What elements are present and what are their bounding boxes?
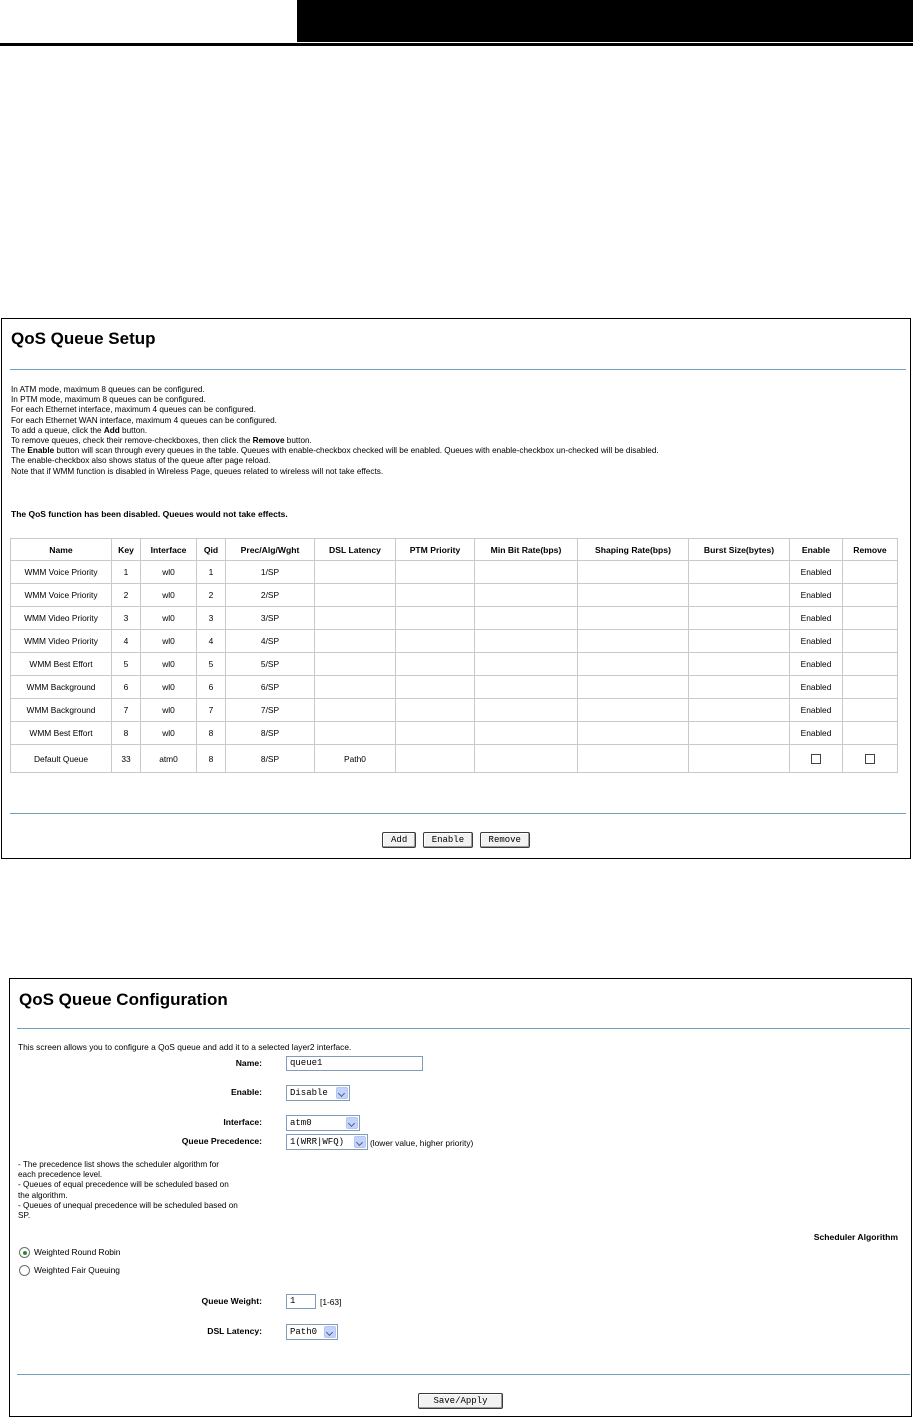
- cell-qid: 8: [197, 745, 226, 773]
- cell-min-bit-rate: [475, 584, 578, 607]
- setup-button-row: [2, 829, 910, 848]
- wfq-radio[interactable]: [19, 1265, 30, 1276]
- note-line: The enable-checkbox also shows status of the queue after page reload.: [11, 456, 271, 466]
- cell-burst-size: [689, 745, 790, 773]
- cell-interface: wl0: [141, 630, 197, 653]
- enable-select-value: Disable: [290, 1088, 328, 1098]
- save-apply-button[interactable]: Save/Apply: [418, 1393, 502, 1409]
- cell-enable: Enabled: [790, 699, 843, 722]
- col-min-bit-rate: Min Bit Rate(bps): [475, 539, 578, 561]
- cell-ptm-priority: [396, 653, 475, 676]
- queue-precedence-label: Queue Precedence:: [181, 1136, 262, 1146]
- cell-enable: [790, 745, 843, 773]
- col-remove: Remove: [843, 539, 898, 561]
- cell-shaping-rate: [578, 653, 689, 676]
- interface-label: Interface:: [223, 1117, 262, 1127]
- add-button[interactable]: Add: [382, 832, 416, 848]
- cell-ptm-priority: [396, 676, 475, 699]
- chevron-down-icon: [346, 1117, 358, 1129]
- cell-shaping-rate: [578, 561, 689, 584]
- table-row: [11, 584, 898, 607]
- chevron-down-icon: [354, 1136, 366, 1148]
- cell-ptm-priority: [396, 584, 475, 607]
- cell-dsl-latency: Path0: [315, 745, 396, 773]
- cell-prec: 3/SP: [226, 607, 315, 630]
- note-line: In PTM mode, maximum 8 queues can be configured.: [11, 395, 206, 405]
- cell-shaping-rate: [578, 745, 689, 773]
- cell-burst-size: [689, 653, 790, 676]
- enable-label: Enable:: [230, 1087, 262, 1097]
- cell-enable: Enabled: [790, 630, 843, 653]
- queue-precedence-select[interactable]: [286, 1134, 368, 1150]
- qos-disabled-warning: The QoS function has been disabled. Queues would not take effects.: [11, 509, 288, 519]
- cell-enable: Enabled: [790, 653, 843, 676]
- precedence-note-line: - Queues of equal precedence will be scheduled based on: [18, 1180, 229, 1190]
- col-qid: Qid: [197, 539, 226, 561]
- cell-name: WMM Video Priority: [11, 607, 112, 630]
- cell-min-bit-rate: [475, 722, 578, 745]
- cell-qid: 7: [197, 699, 226, 722]
- col-key: Key: [112, 539, 141, 561]
- cell-dsl-latency: [315, 584, 396, 607]
- cell-remove: [843, 722, 898, 745]
- cell-dsl-latency: [315, 699, 396, 722]
- config-bottom-divider: [17, 1374, 910, 1375]
- cell-key: 33: [112, 745, 141, 773]
- cell-prec: 6/SP: [226, 676, 315, 699]
- cell-interface: atm0: [141, 745, 197, 773]
- cell-min-bit-rate: [475, 745, 578, 773]
- cell-shaping-rate: [578, 676, 689, 699]
- cell-enable: Enabled: [790, 676, 843, 699]
- cell-remove: [843, 607, 898, 630]
- table-row: [11, 676, 898, 699]
- cell-qid: 6: [197, 676, 226, 699]
- cell-enable: Enabled: [790, 607, 843, 630]
- cell-shaping-rate: [578, 607, 689, 630]
- cell-ptm-priority: [396, 722, 475, 745]
- cell-remove: [843, 584, 898, 607]
- cell-name: WMM Best Effort: [11, 653, 112, 676]
- cell-min-bit-rate: [475, 699, 578, 722]
- cell-qid: 5: [197, 653, 226, 676]
- cell-interface: wl0: [141, 699, 197, 722]
- cell-name: WMM Best Effort: [11, 722, 112, 745]
- cell-remove: [843, 676, 898, 699]
- precedence-note-line: each precedence level.: [18, 1170, 103, 1180]
- col-burst-size: Burst Size(bytes): [689, 539, 790, 561]
- cell-shaping-rate: [578, 630, 689, 653]
- name-label: Name:: [235, 1058, 262, 1068]
- cell-prec: 8/SP: [226, 745, 315, 773]
- queue-weight-hint: [1-63]: [320, 1297, 342, 1307]
- wrr-label[interactable]: Weighted Round Robin: [34, 1247, 121, 1257]
- remove-checkbox[interactable]: [865, 754, 875, 764]
- table-row: [11, 630, 898, 653]
- cell-shaping-rate: [578, 699, 689, 722]
- cell-enable: Enabled: [790, 584, 843, 607]
- cell-interface: wl0: [141, 722, 197, 745]
- note-line: In ATM mode, maximum 8 queues can be configured.: [11, 385, 205, 394]
- note-enable-line: The Enable button will scan through every queues in the table. Queues with enable-checkbox checked will be enabled. Queues with enable-checkbox un-checked will be disabled.: [11, 446, 659, 456]
- col-ptm-priority: PTM Priority: [396, 539, 475, 561]
- cell-remove: [843, 699, 898, 722]
- cell-key: 1: [112, 561, 141, 584]
- cell-qid: 1: [197, 561, 226, 584]
- cell-dsl-latency: [315, 653, 396, 676]
- cell-qid: 2: [197, 584, 226, 607]
- interface-select-value: atm0: [290, 1118, 312, 1128]
- queue-table-header: [11, 539, 898, 561]
- cell-enable: Enabled: [790, 561, 843, 584]
- cell-min-bit-rate: [475, 676, 578, 699]
- remove-button[interactable]: Remove: [480, 832, 530, 848]
- table-row: [11, 653, 898, 676]
- cell-burst-size: [689, 699, 790, 722]
- queue-weight-label: Queue Weight:: [201, 1296, 262, 1306]
- enable-checkbox[interactable]: [811, 754, 821, 764]
- cell-qid: 4: [197, 630, 226, 653]
- cell-key: 2: [112, 584, 141, 607]
- cell-key: 6: [112, 676, 141, 699]
- cell-name: WMM Background: [11, 699, 112, 722]
- setup-notes: [11, 385, 901, 477]
- cell-min-bit-rate: [475, 630, 578, 653]
- page-header-bar: [297, 0, 913, 42]
- wfq-label[interactable]: Weighted Fair Queuing: [34, 1265, 120, 1275]
- setup-title-divider: [10, 369, 906, 370]
- note-line: Note that if WMM function is disabled in Wireless Page, queues related to wireless will not take effects.: [11, 466, 384, 476]
- col-prec: Prec/Alg/Wght: [226, 539, 315, 561]
- cell-remove: [843, 653, 898, 676]
- qos-queue-setup-panel: [1, 318, 911, 859]
- cell-ptm-priority: [396, 607, 475, 630]
- cell-prec: 1/SP: [226, 561, 315, 584]
- cell-burst-size: [689, 607, 790, 630]
- interface-select[interactable]: [286, 1115, 360, 1131]
- page-header-rule: [0, 43, 913, 46]
- dsl-latency-label: DSL Latency:: [207, 1326, 262, 1336]
- precedence-note-line: - Queues of unequal precedence will be scheduled based on: [18, 1200, 238, 1210]
- precedence-note-line: SP.: [18, 1211, 31, 1221]
- cell-dsl-latency: [315, 630, 396, 653]
- queue-weight-input[interactable]: 1: [286, 1294, 316, 1309]
- table-row: [11, 699, 898, 722]
- cell-dsl-latency: [315, 676, 396, 699]
- enable-select[interactable]: [286, 1085, 350, 1101]
- queue-precedence-value: 1(WRR|WFQ): [290, 1137, 345, 1147]
- col-name: Name: [11, 539, 112, 561]
- precedence-note-line: the algorithm.: [18, 1190, 68, 1200]
- cell-burst-size: [689, 630, 790, 653]
- cell-key: 3: [112, 607, 141, 630]
- cell-qid: 8: [197, 722, 226, 745]
- cell-remove: [843, 561, 898, 584]
- config-title: QoS Queue Configuration: [19, 990, 228, 1009]
- cell-ptm-priority: [396, 745, 475, 773]
- cell-shaping-rate: [578, 722, 689, 745]
- precedence-hint: (lower value, higher priority): [370, 1138, 474, 1148]
- note-remove-line: To remove queues, check their remove-checkboxes, then click the Remove button.: [11, 436, 312, 446]
- col-interface: Interface: [141, 539, 197, 561]
- setup-bottom-divider: [10, 813, 906, 814]
- cell-dsl-latency: [315, 607, 396, 630]
- cell-min-bit-rate: [475, 561, 578, 584]
- cell-ptm-priority: [396, 561, 475, 584]
- dsl-latency-select[interactable]: [286, 1324, 338, 1340]
- name-input[interactable]: queue1: [286, 1056, 423, 1071]
- cell-prec: 2/SP: [226, 584, 315, 607]
- cell-interface: wl0: [141, 561, 197, 584]
- cell-interface: wl0: [141, 607, 197, 630]
- cell-remove: [843, 745, 898, 773]
- cell-interface: wl0: [141, 653, 197, 676]
- cell-prec: 8/SP: [226, 722, 315, 745]
- dsl-latency-value: Path0: [290, 1327, 318, 1337]
- cell-name: WMM Background: [11, 676, 112, 699]
- note-line: For each Ethernet WAN interface, maximum 4 queues can be configured.: [11, 415, 277, 425]
- precedence-note-line: - The precedence list shows the scheduler algorithm for: [18, 1160, 219, 1169]
- cell-qid: 3: [197, 607, 226, 630]
- cell-key: 4: [112, 630, 141, 653]
- qos-queue-configuration-panel: [9, 978, 912, 1417]
- col-enable: Enable: [790, 539, 843, 561]
- scheduler-algorithm-label: Scheduler Algorithm: [813, 1232, 898, 1242]
- cell-burst-size: [689, 561, 790, 584]
- table-row-default-queue: [11, 745, 898, 773]
- col-dsl-latency: DSL Latency: [315, 539, 396, 561]
- cell-name: WMM Video Priority: [11, 630, 112, 653]
- table-row: [11, 722, 898, 745]
- cell-ptm-priority: [396, 630, 475, 653]
- wrr-radio[interactable]: [19, 1247, 30, 1258]
- cell-interface: wl0: [141, 676, 197, 699]
- cell-ptm-priority: [396, 699, 475, 722]
- config-intro: This screen allows you to configure a QoS queue and add it to a selected layer2 interface.: [18, 1042, 352, 1052]
- table-row: [11, 607, 898, 630]
- cell-enable: Enabled: [790, 722, 843, 745]
- cell-min-bit-rate: [475, 607, 578, 630]
- cell-dsl-latency: [315, 722, 396, 745]
- queue-table: [10, 538, 898, 773]
- cell-name: WMM Voice Priority: [11, 584, 112, 607]
- cell-prec: 5/SP: [226, 653, 315, 676]
- cell-name: WMM Voice Priority: [11, 561, 112, 584]
- note-add-line: To add a queue, click the Add button.: [11, 425, 148, 435]
- cell-interface: wl0: [141, 584, 197, 607]
- setup-title: QoS Queue Setup: [11, 329, 156, 348]
- cell-shaping-rate: [578, 584, 689, 607]
- cell-key: 7: [112, 699, 141, 722]
- cell-key: 8: [112, 722, 141, 745]
- cell-dsl-latency: [315, 561, 396, 584]
- cell-prec: 4/SP: [226, 630, 315, 653]
- col-shaping-rate: Shaping Rate(bps): [578, 539, 689, 561]
- cell-prec: 7/SP: [226, 699, 315, 722]
- config-button-row: [10, 1390, 911, 1409]
- cell-key: 5: [112, 653, 141, 676]
- chevron-down-icon: [336, 1087, 348, 1099]
- cell-burst-size: [689, 722, 790, 745]
- config-title-divider: [17, 1028, 910, 1029]
- cell-name: Default Queue: [11, 745, 112, 773]
- precedence-notes: [18, 1160, 293, 1221]
- cell-burst-size: [689, 584, 790, 607]
- cell-burst-size: [689, 676, 790, 699]
- cell-remove: [843, 630, 898, 653]
- table-row: [11, 561, 898, 584]
- note-line: For each Ethernet interface, maximum 4 queues can be configured.: [11, 405, 256, 415]
- cell-min-bit-rate: [475, 653, 578, 676]
- enable-button[interactable]: Enable: [423, 832, 473, 848]
- chevron-down-icon: [324, 1326, 336, 1338]
